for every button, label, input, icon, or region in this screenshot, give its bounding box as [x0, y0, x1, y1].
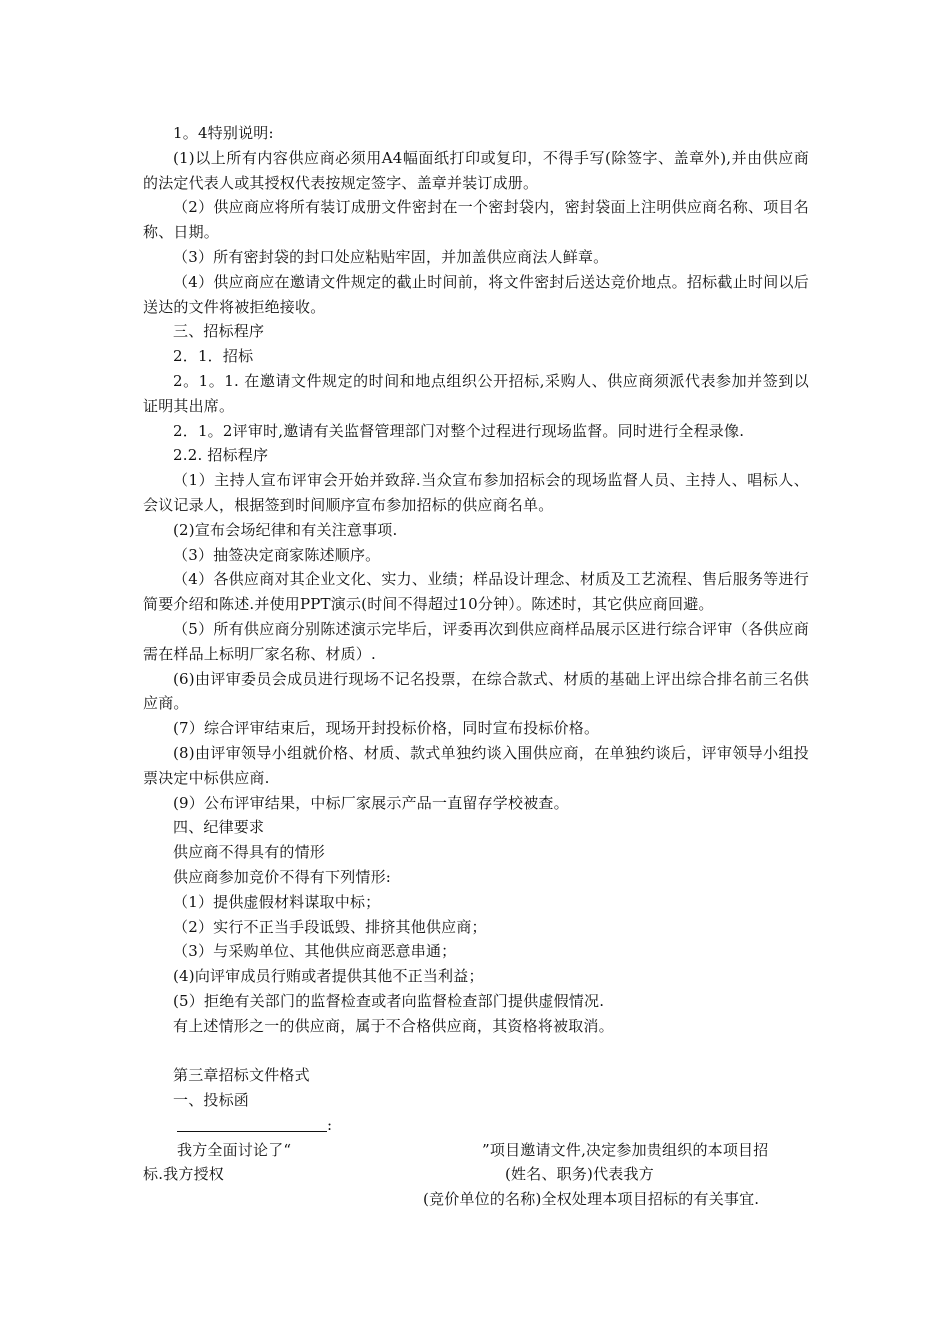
- letter-text: (竞价单位的名称)全权处理本项目招标的有关事宜.: [423, 1190, 760, 1209]
- section-heading-3: 三、招标程序: [173, 322, 265, 341]
- chapter-heading: 第三章招标文件格式: [173, 1066, 310, 1085]
- addressee-line: [143, 1113, 809, 1138]
- list-item: （1）提供虚假材料谋取中标；: [173, 892, 381, 911]
- list-item: （5）所有供应商分别陈述演示完毕后，评委再次到供应商样品展示区进行综合评审（各供应商需在样品上标明厂家名称、材质）.: [143, 619, 809, 663]
- list-item: (2)宣布会场纪律和有关注意事项.: [173, 520, 398, 539]
- list-item: （2）实行不正当手段诋毁、排挤其他供应商；: [173, 917, 487, 936]
- subheading: 供应商不得具有的情形: [173, 843, 326, 862]
- paragraph: 2．1。2评审时,邀请有关监督管理部门对整个过程进行现场监督。同时进行全程录像.: [173, 421, 745, 440]
- paragraph: （4）供应商应在邀请文件规定的截止时间前，将文件密封后送达竞价地点。招标截止时间以后送达的文件将被拒绝接收。: [143, 272, 809, 316]
- list-item: (7）综合评审结束后，现场开封投标价格，同时宣布投标价格。: [173, 719, 600, 738]
- subheading-2-2: 2.2. 招标程序: [173, 446, 269, 465]
- subheading-2-1: 2．1．招标: [173, 347, 254, 366]
- list-item: （3）抽签决定商家陈述顺序。: [173, 545, 381, 564]
- paragraph: 有上述情形之一的供应商，属于不合格供应商，其资格将被取消。: [173, 1016, 614, 1035]
- list-item: （1）主持人宣布评审会开始并致辞.当众宣布参加招标会的现场监督人员、主持人、唱标人、会议记录人，根据签到时间顺序宣布参加招标的供应商名单。: [143, 471, 809, 514]
- list-item: （3）与采购单位、其他供应商恶意串通；: [173, 942, 457, 961]
- section-heading-1-4: 1。4特别说明:: [173, 124, 274, 142]
- paragraph: 2。1。1. 在邀请文件规定的时间和地点组织公开招标,采购人、供应商须派代表参加并签到以证明其出席。: [143, 371, 809, 415]
- paragraph: （3）所有密封袋的封口处应粘贴牢固，并加盖供应商法人鲜章。: [173, 247, 609, 266]
- paragraph: (1)以上所有内容供应商必须用A4幅面纸打印或复印，不得手写(除签字、盖章外),并由供应商的法定代表人或其授权代表按规定签字、盖章并装订成册。: [143, 148, 809, 192]
- letter-line-3: [143, 1187, 809, 1212]
- list-item: (8)由评审领导小组就价格、材质、款式单独约谈入围供应商，在单独约谈后，评审领导小组投票决定中标供应商.: [143, 743, 809, 787]
- letter-text: 标.我方授权: [143, 1165, 224, 1184]
- subheading-bid-letter: 一、投标函: [173, 1091, 250, 1110]
- list-item: (9）公布评审结果，中标厂家展示产品一直留存学校被查。: [173, 793, 569, 812]
- section-heading-4: 四、纪律要求: [173, 818, 265, 837]
- letter-line-1: [143, 1138, 809, 1163]
- list-item: (4)向评审成员行贿或者提供其他不正当利益；: [173, 967, 484, 986]
- paragraph: 供应商参加竞价不得有下列情形:: [173, 867, 392, 886]
- paragraph: （2）供应商应将所有装订成册文件密封在一个密封袋内，密封袋面上注明供应商名称、项目名称、日期。: [143, 198, 809, 242]
- blank-line: [143, 1038, 809, 1063]
- letter-text: (姓名、职务)代表我方: [505, 1165, 654, 1184]
- list-item: (6)由评审委员会成员进行现场不记名投票，在综合款式、材质的基础上评出综合排名前三名供应商。: [143, 669, 809, 713]
- list-item: (5）拒绝有关部门的监督检查或者向监督检查部门提供虚假情况.: [173, 991, 605, 1010]
- list-item: （4）各供应商对其企业文化、实力、业绩；样品设计理念、材质及工艺流程、售后服务等进行简要介绍和陈述.并使用PPT演示(时间不得超过10分钟）。陈述时，其它供应商回避。: [143, 570, 809, 614]
- addressee-blank: [177, 1113, 327, 1132]
- letter-text: ”项目邀请文件,决定参加贵组织的本项目招: [482, 1140, 769, 1159]
- letter-line-2: [143, 1162, 809, 1187]
- addressee-colon: :: [327, 1115, 333, 1134]
- document-body: [143, 121, 809, 1212]
- letter-text: 我方全面讨论了“: [177, 1140, 292, 1159]
